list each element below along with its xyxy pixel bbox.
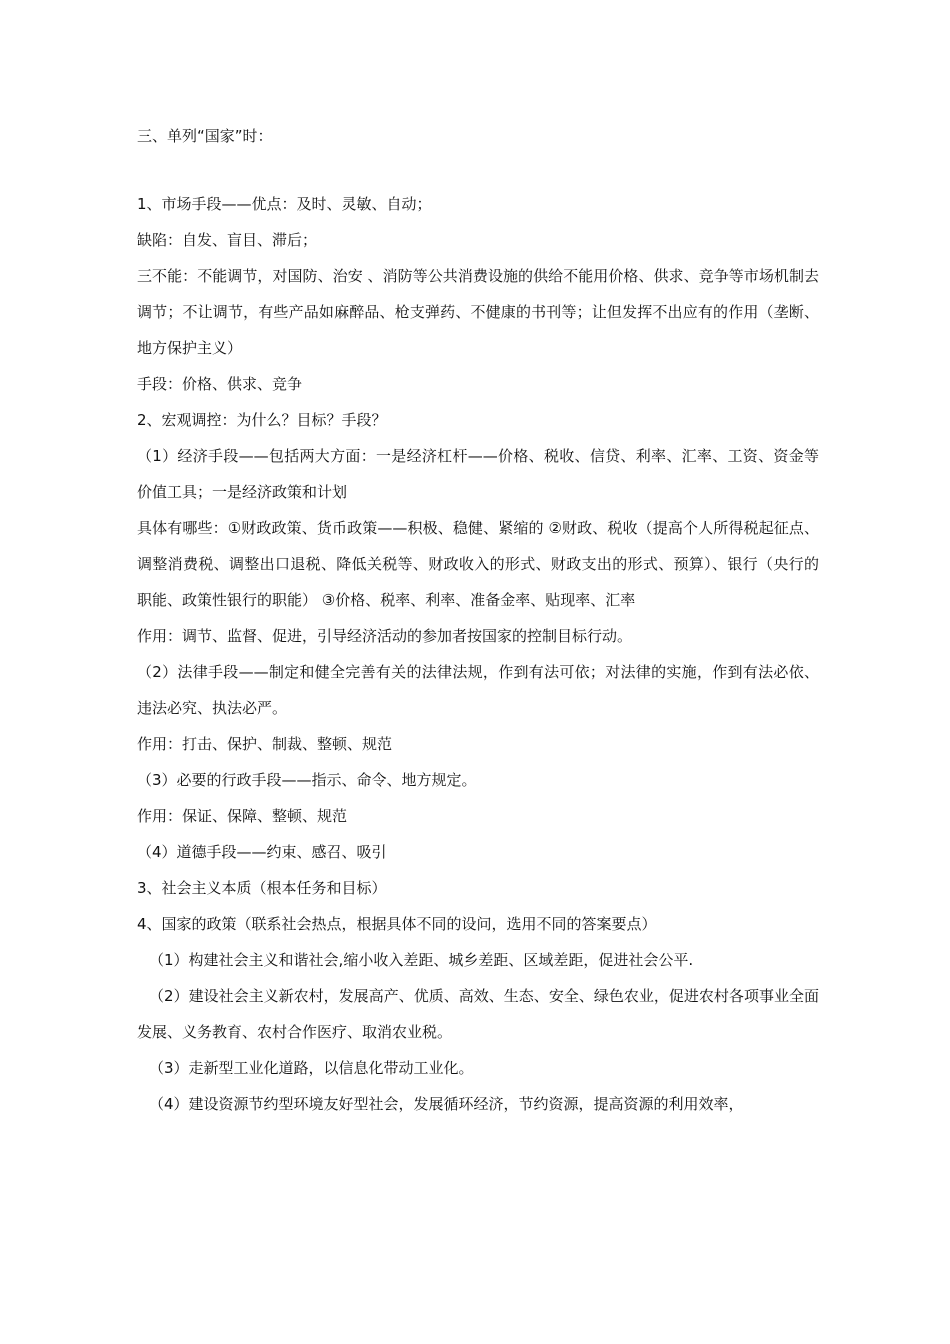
paragraph-socialism-essence: 3、社会主义本质（根本任务和目标） [137,879,387,897]
section-heading: 三、单列“国家”时： [137,127,273,145]
paragraph-industrialization: （3）走新型工业化道路，以信息化带动工业化。 [149,1059,474,1077]
paragraph-market-tools: 手段：价格、供求、竞争 [137,375,303,393]
paragraph-moral-means: （4）道德手段——约束、感召、吸引 [137,843,387,861]
paragraph-legal-effect: 作用：打击、保护、制裁、整顿、规范 [137,735,393,753]
paragraph-three-cannot: 三不能：不能调节，对国防、治安 、消防等公共消费设施的供给不能用价格、供求、竞争等市场机制去调节；不让调节，有些产品如麻醉品、枪支弹药、不健康的书刊等；让但发挥不出应有的作用（垄断、地方保护主义） [137,267,819,357]
paragraph-economic-effect: 作用：调节、监督、促进，引导经济活动的参加者按国家的控制目标行动。 [137,627,633,645]
paragraph-harmonious-society: （1）构建社会主义和谐社会,缩小收入差距、城乡差距、区域差距，促进社会公平. [149,951,694,969]
paragraph-administrative-effect: 作用：保证、保障、整顿、规范 [137,807,348,825]
document-body [137,192,819,1128]
paragraph-economic-means: （1）经济手段——包括两大方面：一是经济杠杆——价格、税收、信贷、利率、汇率、工资、资金等价值工具；一是经济政策和计划 [137,447,819,501]
paragraph-defects: 缺陷：自发、盲目、滞后； [137,231,318,249]
paragraph-new-countryside: （2）建设社会主义新农村，发展高产、优质、高效、生态、安全、绿色农业，促进农村各项事业全面发展、义务教育、农村合作医疗、取消农业税。 [137,987,819,1041]
paragraph-state-policies: 4、国家的政策（联系社会热点，根据具体不同的设问，选用不同的答案要点） [137,915,657,933]
paragraph-legal-means: （2）法律手段——制定和健全完善有关的法律法规，作到有法可依；对法律的实施，作到有法必依、违法必究、执法必严。 [137,663,819,717]
paragraph-macro-control: 2、宏观调控：为什么？目标？手段？ [137,411,387,429]
paragraph-administrative-means: （3）必要的行政手段——指示、命令、地方规定。 [137,771,477,789]
paragraph-market-means: 1、市场手段——优点：及时、灵敏、自动； [137,195,432,213]
paragraph-specific-measures: 具体有哪些：①财政政策、货币政策——积极、稳健、紧缩的 ②财政、税收（提高个人所得税起征点、调整消费税、调整出口退税、降低关税等、财政收入的形式、财政支出的形式、预算）、银行（央行的职能、政策性银行的职能） ③价格、税率、利率、准备金率、贴现率、汇率 [137,519,819,609]
paragraph-resource-saving: （4）建设资源节约型环境友好型社会，发展循环经济，节约资源，提高资源的利用效率， [149,1095,744,1113]
